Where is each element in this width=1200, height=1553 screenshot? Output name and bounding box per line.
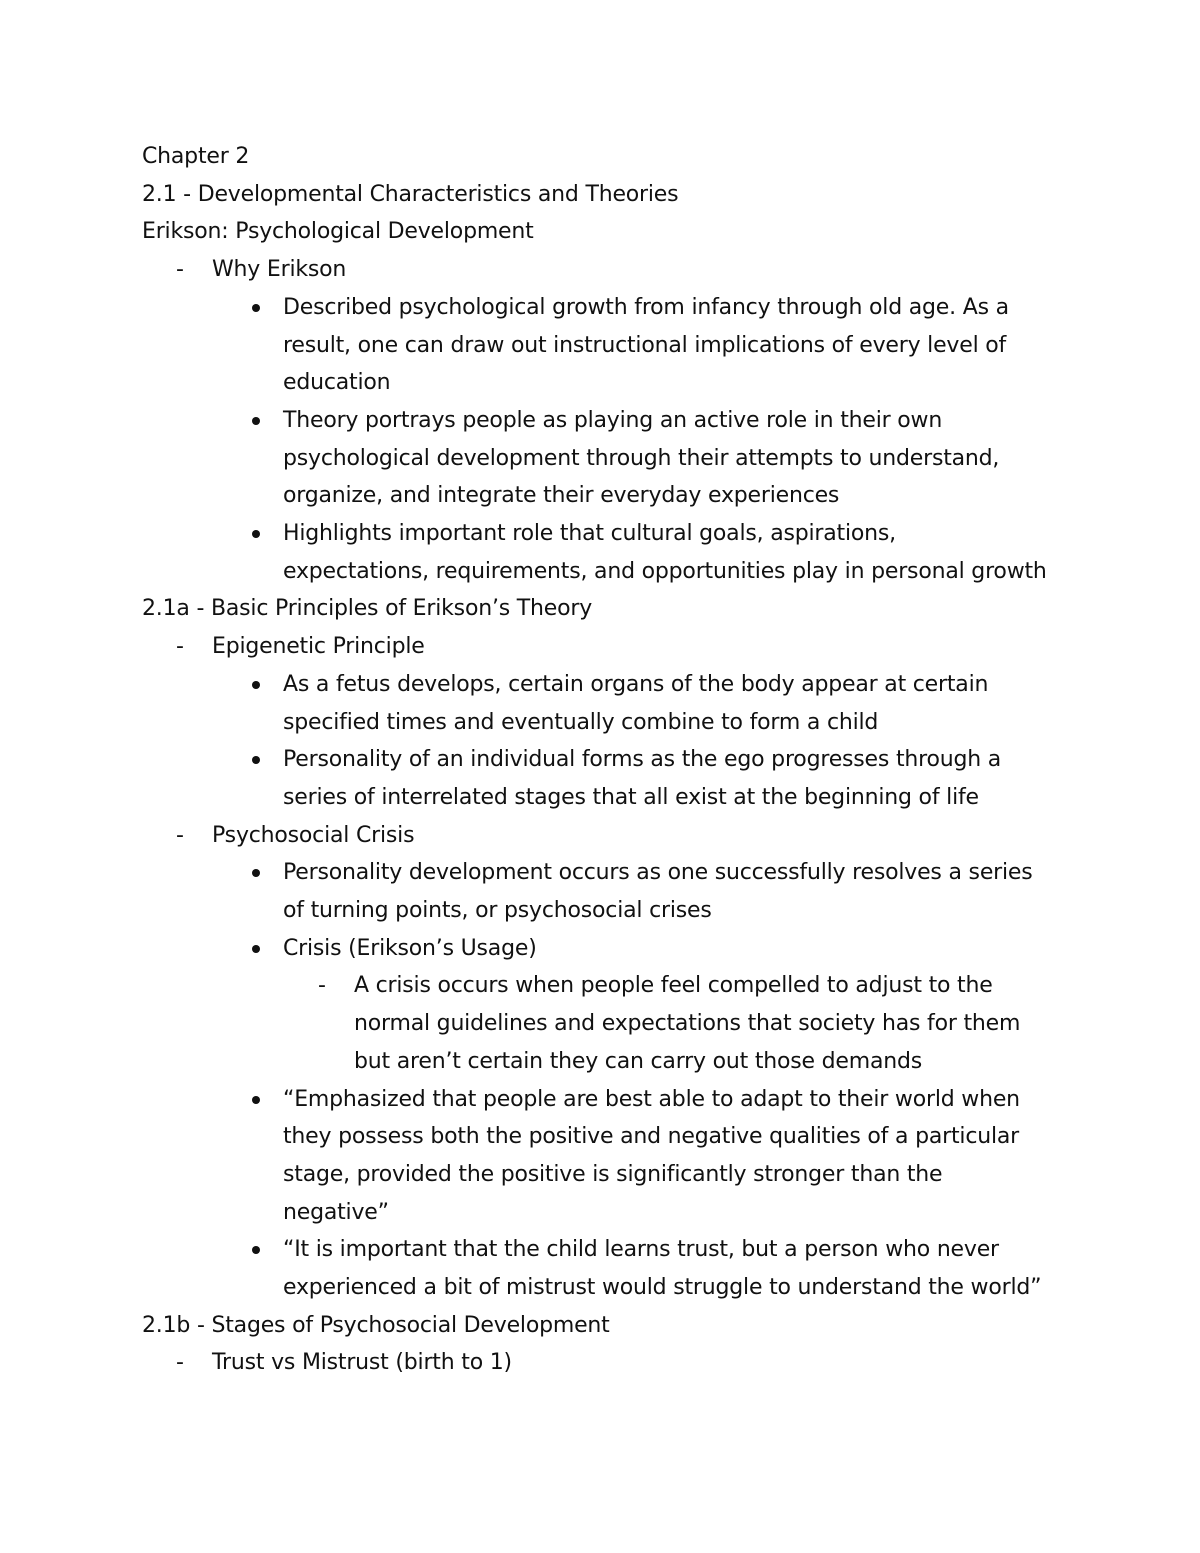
text-line: education bbox=[283, 370, 391, 396]
text-line: Trust vs Mistrust (birth to 1) bbox=[212, 1350, 512, 1376]
text-line: “Emphasized that people are best able to adapt to their world when bbox=[283, 1086, 1020, 1112]
text-line: expectations, requirements, and opportunities play in personal growth bbox=[283, 558, 1047, 584]
text-line: Crisis (Erikson’s Usage) bbox=[283, 935, 537, 961]
text-line: Described psychological growth from infancy through old age. As a bbox=[283, 294, 1009, 320]
text-line: Personality development occurs as one successfully resolves a series bbox=[283, 860, 1033, 886]
text-line: stage, provided the positive is significantly stronger than the bbox=[283, 1161, 943, 1187]
heading-line: Erikson: Psychological Development bbox=[142, 219, 534, 245]
bullet-dot bbox=[252, 530, 260, 538]
text-line: Highlights important role that cultural goals, aspirations, bbox=[283, 521, 896, 546]
heading-line: 2.1a - Basic Principles of Erikson’s Theory bbox=[142, 596, 593, 622]
text-line: negative” bbox=[283, 1199, 389, 1225]
dash-marker: - bbox=[176, 634, 184, 660]
text-line: of turning points, or psychosocial crises bbox=[283, 898, 712, 923]
bullet-dot bbox=[252, 304, 260, 312]
text-line: they possess both the positive and negative qualities of a particular bbox=[283, 1124, 1020, 1150]
text-line: experienced a bit of mistrust would struggle to understand the world” bbox=[283, 1275, 1042, 1300]
bullet-dot bbox=[252, 869, 260, 877]
heading-line: 2.1 - Developmental Characteristics and Theories bbox=[142, 181, 679, 207]
dash-marker: - bbox=[176, 1350, 184, 1376]
text-line: A crisis occurs when people feel compelled to adjust to the bbox=[354, 973, 993, 999]
dash-marker: - bbox=[318, 973, 326, 999]
bullet-dot bbox=[252, 756, 260, 764]
bullet-dot bbox=[252, 417, 260, 425]
text-line: As a fetus develops, certain organs of the body appear at certain bbox=[283, 671, 989, 697]
text-line: normal guidelines and expectations that society has for them bbox=[354, 1011, 1021, 1037]
bullet-dot bbox=[252, 1246, 260, 1254]
text-line: Epigenetic Principle bbox=[212, 634, 425, 660]
bullet-dot bbox=[252, 945, 260, 953]
text-line: “It is important that the child learns trust, but a person who never bbox=[283, 1237, 999, 1263]
text-line: but aren’t certain they can carry out those demands bbox=[354, 1048, 923, 1074]
dash-marker: - bbox=[176, 257, 184, 283]
dash-marker: - bbox=[176, 822, 184, 848]
bullet-dot bbox=[252, 1096, 260, 1104]
text-line: result, one can draw out instructional implications of every level of bbox=[283, 332, 1007, 358]
text-line: organize, and integrate their everyday experiences bbox=[283, 483, 840, 509]
text-line: specified times and eventually combine to form a child bbox=[283, 709, 879, 735]
heading-line: 2.1b - Stages of Psychosocial Development bbox=[142, 1312, 610, 1338]
bullet-dot bbox=[252, 681, 260, 689]
heading-line: Chapter 2 bbox=[142, 144, 250, 169]
text-line: psychological development through their attempts to understand, bbox=[283, 445, 1000, 471]
text-line: Why Erikson bbox=[212, 257, 347, 283]
text-line: Psychosocial Crisis bbox=[212, 822, 415, 848]
text-line: Theory portrays people as playing an active role in their own bbox=[283, 407, 943, 433]
text-line: series of interrelated stages that all exist at the beginning of life bbox=[283, 784, 979, 810]
text-line: Personality of an individual forms as the ego progresses through a bbox=[283, 747, 1002, 773]
